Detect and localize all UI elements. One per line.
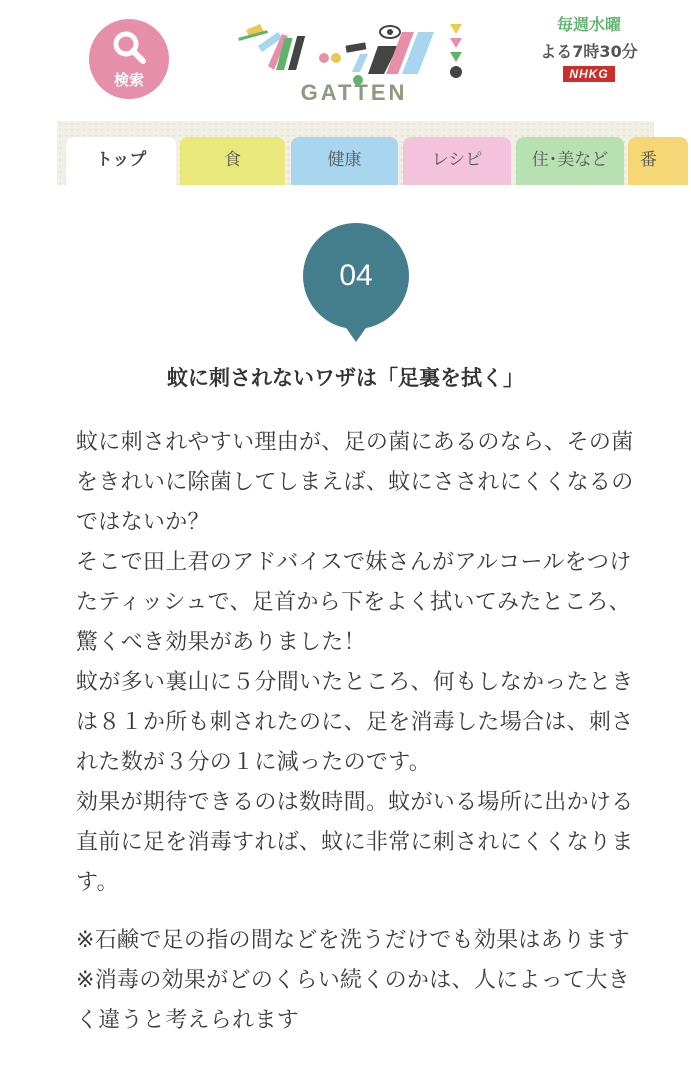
airtime-day: 毎週水曜 [556, 15, 621, 34]
tab-recipe[interactable]: レシピ [403, 137, 511, 185]
tab-program[interactable]: 番 [628, 137, 688, 185]
logo-subtitle: GATTEN [300, 80, 408, 105]
note-item: ※石鹸で足の指の間などを洗うだけでも効果はあります [76, 928, 630, 953]
article-paragraph: 蚊が多い裏山に５分間いたところ、何もしなかったときは８１か所も刺されたのに、足を消毒した場合は、刺された数が３分の１に減ったのです。 [76, 670, 634, 775]
nhk-logo: NHKG [563, 66, 614, 82]
airtime-time: よる7時30分 [540, 42, 638, 61]
category-tabs [57, 121, 657, 185]
article-paragraph: そこで田上君のアドバイスで妹さんがアルコールをつけたティッシュで、足首から下をよく拭いてみたところ、驚くべき効果がありました！ [76, 550, 632, 655]
search-label: 検索 [113, 71, 144, 89]
tab-food[interactable]: 食 [180, 137, 285, 185]
search-button[interactable] [89, 19, 169, 99]
site-header [0, 0, 691, 118]
article-body [76, 423, 642, 903]
tab-living-beauty[interactable]: 住･美など [516, 137, 624, 185]
search-icon [111, 29, 147, 65]
article-notes [76, 921, 642, 1041]
tab-top[interactable]: トップ [66, 137, 176, 185]
article-paragraph: 蚊に刺されやすい理由が、足の菌にあるのなら、その菌をきれいに除菌してしまえば、蚊にさされにくくなるのではないか？ [76, 430, 634, 535]
section-number-badge: 04 [303, 223, 409, 329]
airtime-info [520, 12, 658, 82]
tab-health[interactable]: 健康 [291, 137, 398, 185]
article-paragraph: 効果が期待できるのは数時間。蚊がいる場所に出かける直前に足を消毒すれば、蚊に非常に刺されにくくなります。 [76, 790, 634, 895]
note-item: ※消毒の効果がどのくらい続くのかは、人によって大きく違うと考えられます [76, 968, 630, 1033]
badge-pointer [342, 322, 370, 342]
section-title: 蚊に刺されないワザは「足裏を拭く」 [167, 366, 524, 390]
